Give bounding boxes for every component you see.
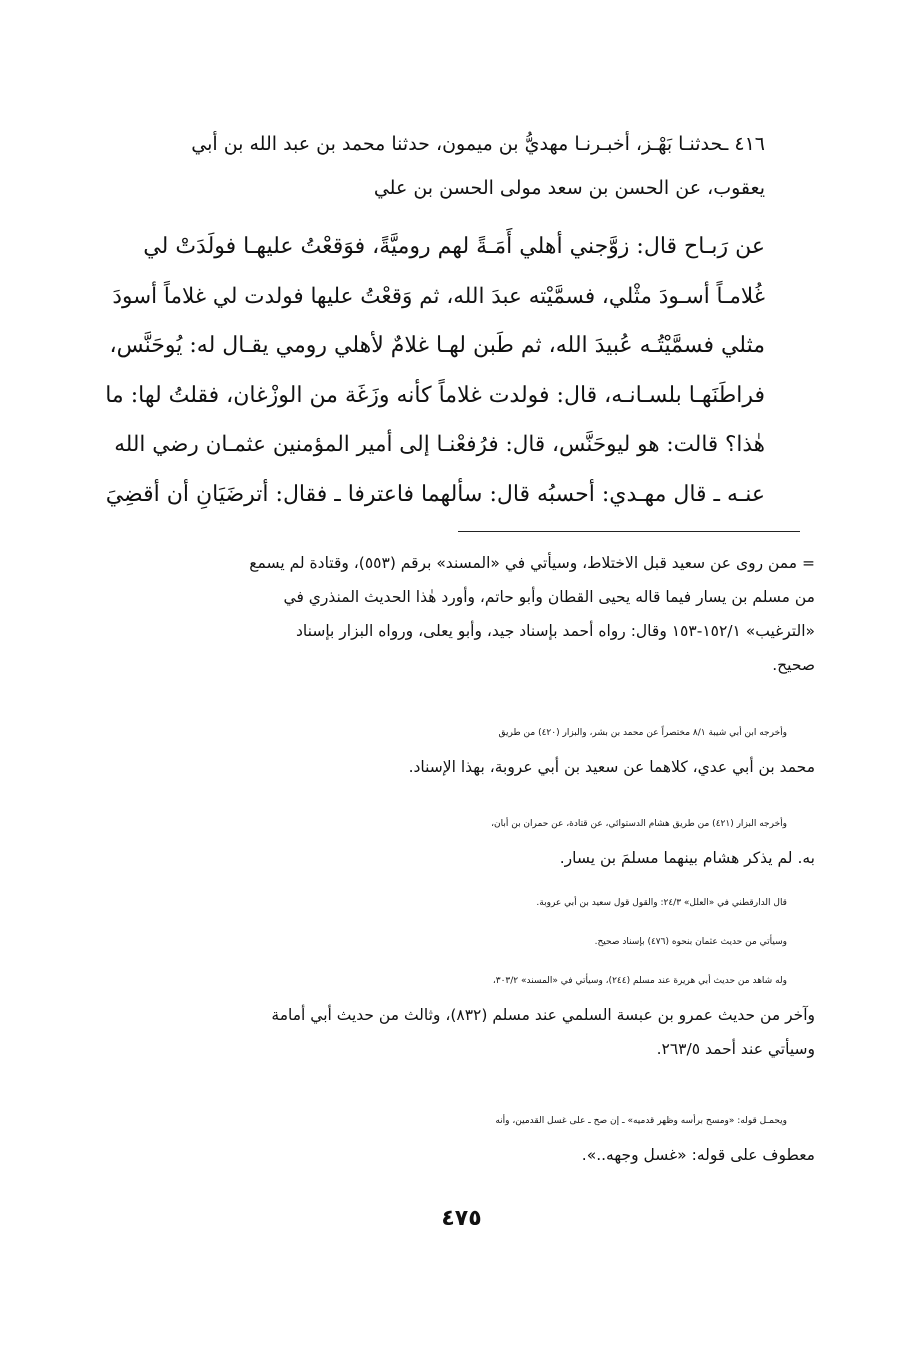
footnote-block-4 xyxy=(100,886,815,920)
matn-line: مثلي فسمَّيْتُـه عُبيدَ الله، ثم طَبن لهـا غلامٌ لأهلي رومي يقـال له: يُوحَنَّس، xyxy=(109,333,765,358)
footnote-line: محمد بن أبي عدي، كلاهما عن سعيد بن أبي عروبة، بهذا الإسناد. xyxy=(408,758,815,776)
footnote-line: وسيأتي عند أحمد ٢٦٣/٥. xyxy=(656,1040,815,1058)
page-number: ٤٧٥ xyxy=(441,1206,482,1231)
footnote-block-5 xyxy=(100,925,815,959)
footnote-line: من مسلم بن يسار فيما قاله يحيى القطان وأبو حاتم، وأورد هٰذا الحديث المنذري في xyxy=(283,588,815,606)
matn-line: فراطَنَهـا بلسـانـه، قال: فولدت غلاماً كأنه وزَغَة من الوزْغان، فقلتُ لها: ما xyxy=(105,382,765,408)
footnote-line: ويحمـل قوله: «ومسح برأسه وظهر قدميه» ـ إن صح ـ على غسل القدمين، وأنه xyxy=(495,1116,787,1126)
footnote-line: وأخرجه ابن أبي شيبة ٨/١ مختصراً عن محمد بن بشر، والبزار (٤٢٠) من طريق xyxy=(498,728,787,738)
matn-line: غُلامـاً أسـودَ مثْلي، فسمَّيْته عبدَ الله، ثم وَقعْتُ عليها فولدت لي غلاماً أسودَ xyxy=(112,283,765,309)
footnote-block-2 xyxy=(100,716,815,784)
footnote-block-1 xyxy=(100,546,815,682)
footnote-line: صحيح. xyxy=(772,656,815,674)
footnote-block-7 xyxy=(100,1104,815,1172)
footnote-line: وله شاهد من حديث أبي هريرة عند مسلم (٢٤٤)، وسيأتي في «المسند» ٣٠٣/٢، xyxy=(492,976,787,986)
hadith-matn xyxy=(105,222,765,519)
matn-line: هٰذا؟ قالت: هو ليوحَنَّس، قال: فرُفعْنـا إلى أمير المؤمنين عثمـان رضي الله xyxy=(114,432,765,457)
hadith-isnad xyxy=(105,122,765,210)
footnote-separator xyxy=(458,531,800,532)
footnote-line: «الترغيب» ١٥٢/١-١٥٣ وقال: رواه أحمد بإسناد جيد، وأبو يعلى، ورواه البزار بإسناد xyxy=(296,622,815,640)
matn-line: عنـه ـ قال مهـدي: أحسبُه قال: سألهما فاعترفا ـ فقال: أترضَيَانِ أن أقضِيَ xyxy=(105,481,765,507)
hadith-number-line: ٤١٦ ـحدثنـا بَهْـز، أخبـرنـا مهديُّ بن ميمون، حدثنا محمد بن عبد الله بن أبي xyxy=(191,133,765,155)
footnote-line: قال الدارقطني في «العلل» ٢٤/٣: والقول قول سعيد بن أبي عروبة. xyxy=(536,898,787,908)
footnote-line: معطوف على قوله: «غسل وجهه..». xyxy=(581,1146,815,1164)
footnote-line: وسيأتي من حديث عثمان بنحوه (٤٧٦) بإسناد صحيح. xyxy=(594,937,787,947)
isnad-line: يعقوب، عن الحسن بن سعد مولى الحسن بن علي xyxy=(373,177,765,199)
footnote-line: به. لم يذكر هشام بينهما مسلمَ بن يسار. xyxy=(559,849,815,867)
matn-line: عن رَبـاح قال: زوَّجني أهلي أَمَـةً لهم روميَّةً، فوَقعْتُ عليهـا فولَدَتْ لي xyxy=(143,234,765,259)
footnote-block-6 xyxy=(100,964,815,1066)
footnote-line: وأخرجه البزار (٤٢١) من طريق هشام الدستوائي، عن قتادة، عن حمران بن أبان، xyxy=(491,819,787,829)
footnote-line: = ممن روى عن سعيد قبل الاختلاط، وسيأتي في «المسند» برقم (٥٥٣)، وقتادة لم يسمع xyxy=(249,554,815,572)
footnote-block-3 xyxy=(100,807,815,875)
footnote-line: وآخر من حديث عمرو بن عبسة السلمي عند مسلم (٨٣٢)، وثالث من حديث أبي أمامة xyxy=(271,1006,815,1024)
